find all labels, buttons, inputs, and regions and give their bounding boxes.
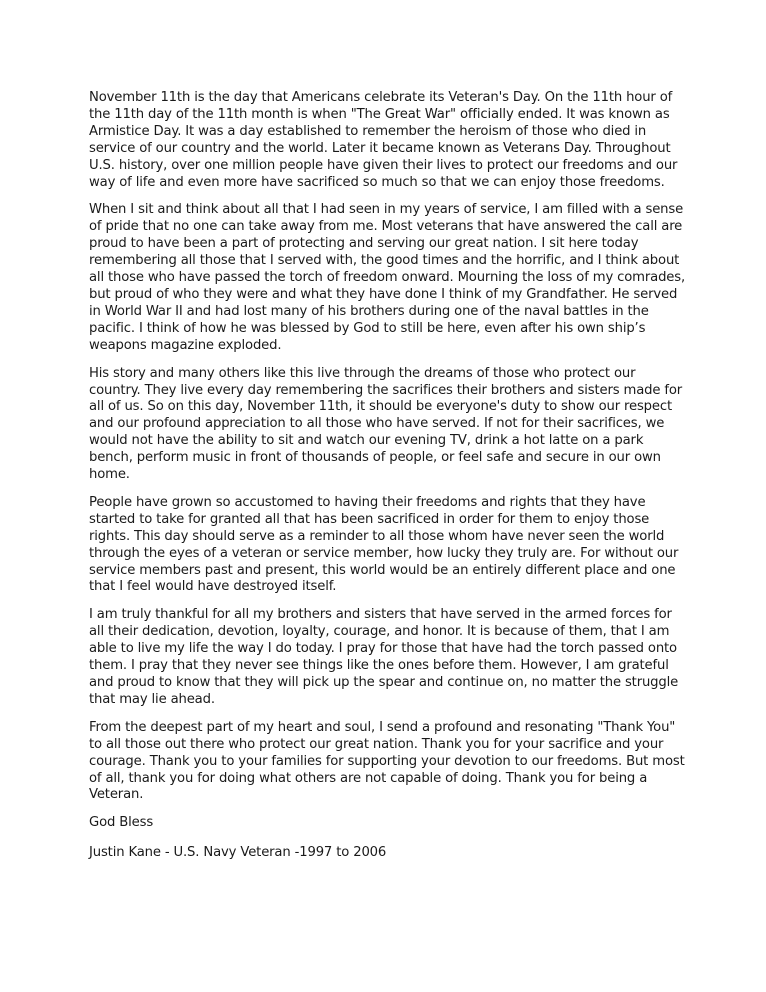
paragraph-4: People have grown so accustomed to having their freedoms and rights that they have started to take for granted all that has been sacrificed in order for them to enjoy those rights. This day should serve as a reminder to all those whom have never seen the world through the eyes of a veteran or service member, how lucky they truly are. For without our service members past and present, this world would be an entirely different place and one that I feel would have destroyed itself. [89,494,679,595]
paragraph-6: From the deepest part of my heart and soul, I send a profound and resonating "Thank You" to all those out there who protect our great nation. Thank you for your sacrifice and your courage. Thank you to your families for supporting your devotion to our freedoms. But most of all, thank you for doing what others are not capable of doing. Thank you for being a Veteran. [89,719,685,803]
signature-line: Justin Kane - U.S. Navy Veteran -1997 to 2006 [89,845,387,861]
paragraph-3: His story and many others like this live through the dreams of those who protect our country. They live every day remembering the sacrifices their brothers and sisters made for all of us. So on this day, November 11th, it should be everyone's duty to show our respect and our profound appreciation to all those who have served. If not for their sacrifices, we would not have the ability to sit and watch our evening TV, drink a hot latte on a park bench, perform music in front of thousands of people, or feel safe and secure in our own home. [89,365,683,483]
paragraph-5: I am truly thankful for all my brothers and sisters that have served in the armed forces for all their dedication, devotion, loyalty, courage, and honor. It is because of them, that I am able to live my life the way I do today. I pray for those that have had the torch passed onto them. I pray that they never see things like the ones before them. However, I am grateful and proud to know that they will pick up the spear and continue on, no matter the struggle that may lie ahead. [89,607,679,707]
paragraph-2: When I sit and think about all that I had seen in my years of service, I am filled with a sense of pride that no one can take away from me. Most veterans that have answered the call are proud to have been a part of protecting and serving our great nation. I sit here today remembering all those that I served with, the good times and the horrific, and I think about all those who have passed the torch of freedom onward. Mourning the loss of my comrades, but proud of who they were and what they have done I think of my Grandfather. He served in World War II and had lost many of his brothers during one of the naval battles in the pacific. I think of how he was blessed by God to still be here, even after his own ship’s weapons magazine exploded. [89,202,686,353]
paragraph-1: November 11th is the day that Americans celebrate its Veteran's Day. On the 11th hour of the 11th day of the 11th month is when "The Great War" officially ended. It was known as Armistice Day. It was a day established to remember the heroism of those who died in service of our country and the world. Later it became known as Veterans Day. Throughout U.S. history, over one million people have given their lives to protect our freedoms and our way of life and even more have sacrificed so much so that we can enjoy those freedoms. [89,90,678,190]
closing-line: God Bless [89,815,154,831]
letter-body [89,90,689,875]
